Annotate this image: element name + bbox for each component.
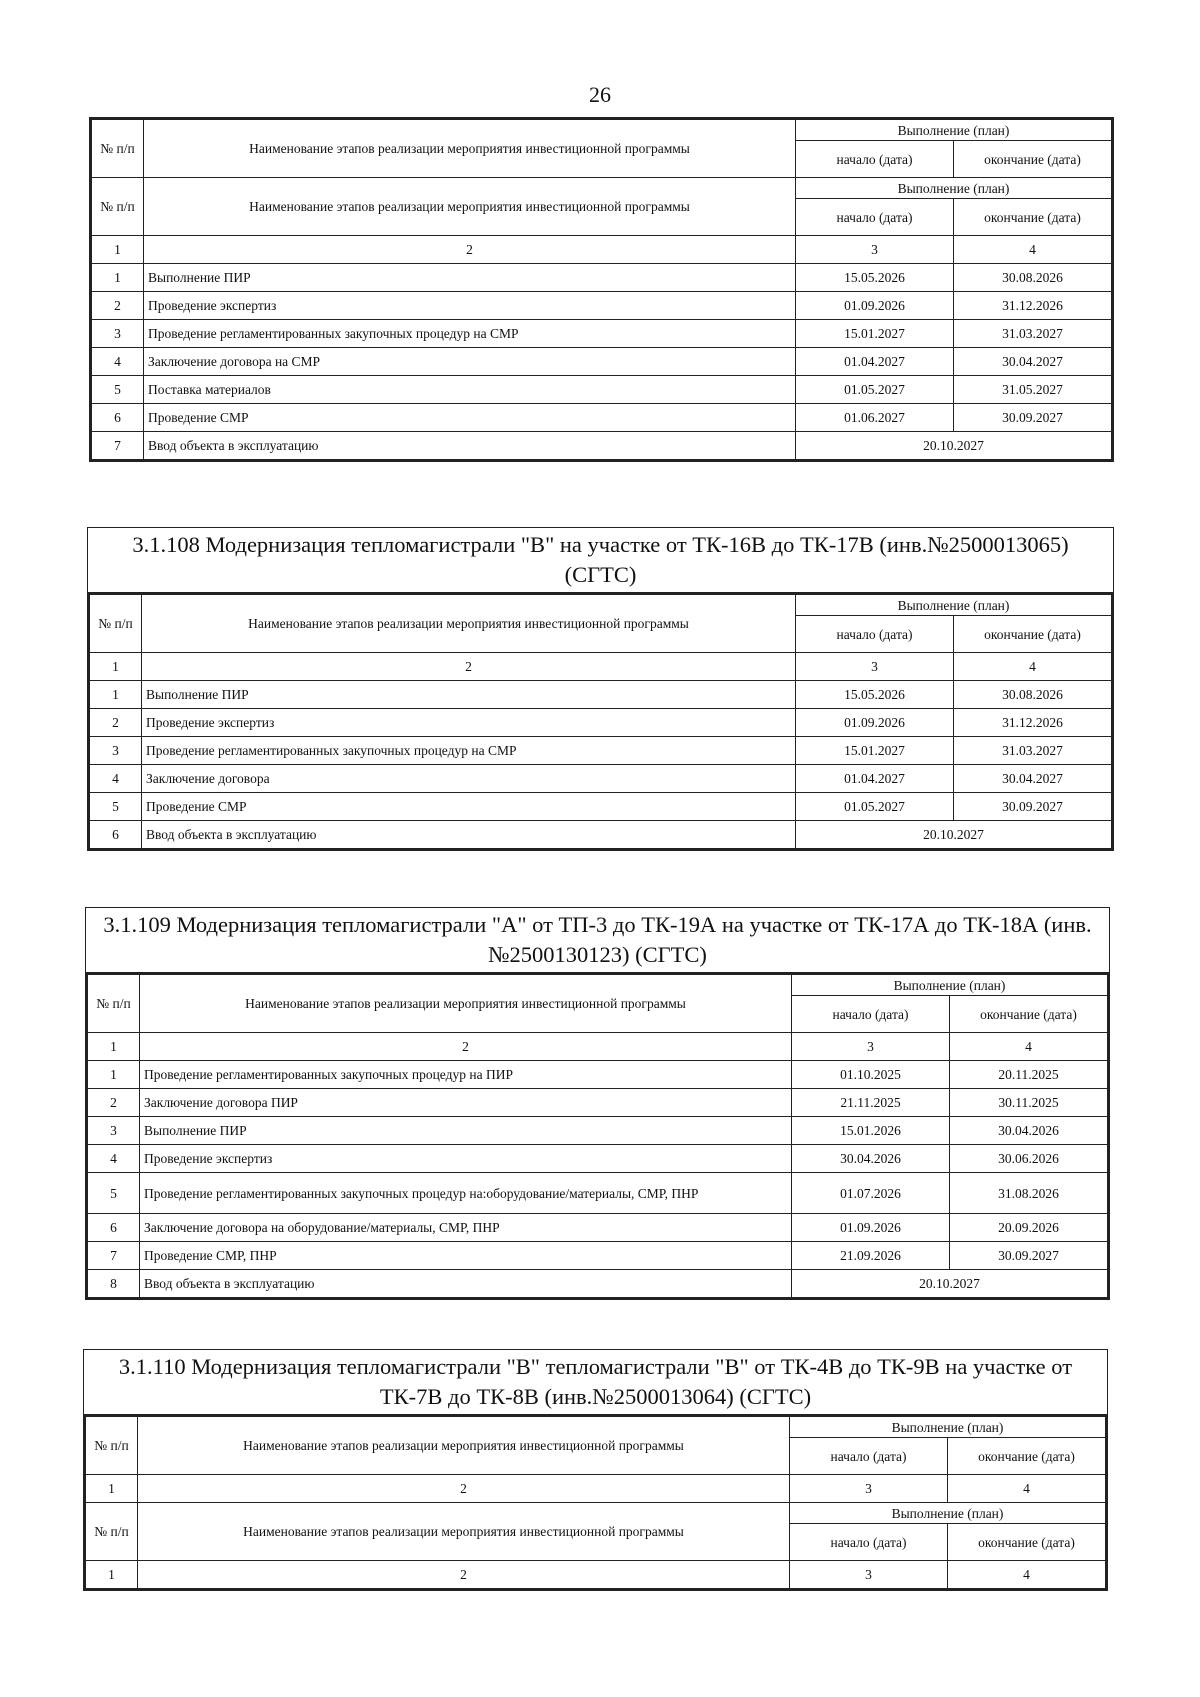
stage-name: Проведение СМР, ПНР	[140, 1242, 792, 1270]
start-date: 01.04.2027	[796, 765, 954, 793]
row-number: 3	[88, 1117, 140, 1145]
end-date: 31.05.2027	[954, 376, 1112, 404]
header-end: окончание (дата)	[954, 616, 1112, 653]
table-block-continuation	[89, 117, 1114, 462]
section-title: 3.1.109 Модернизация тепломагистрали "А" от ТП-3 до ТК-19А на участке от ТК-17А до ТК-18А (инв.№2500130123) (СГТС)	[85, 907, 1110, 972]
stage-name: Проведение СМР	[144, 404, 796, 432]
page-number: 26	[589, 82, 611, 107]
header-name: Наименование этапов реализации мероприятия инвестиционной программы	[140, 975, 792, 1033]
table-row	[88, 1173, 1108, 1214]
table-row	[90, 793, 1112, 821]
col-index: 2	[144, 236, 796, 264]
table-row	[88, 1117, 1108, 1145]
table-row	[92, 404, 1112, 432]
table-row	[90, 765, 1112, 793]
stage-name: Заключение договора	[142, 765, 796, 793]
row-number: 5	[90, 793, 142, 821]
col-index: 2	[138, 1561, 790, 1589]
stage-name: Выполнение ПИР	[140, 1117, 792, 1145]
table-row	[92, 432, 1112, 460]
col-index: 2	[142, 653, 796, 681]
row-number: 1	[90, 681, 142, 709]
table-row	[92, 376, 1112, 404]
col-index: 3	[790, 1475, 948, 1503]
end-date: 31.03.2027	[954, 320, 1112, 348]
stage-name: Проведение экспертиз	[144, 292, 796, 320]
header-row	[92, 120, 1112, 141]
header-name: Наименование этапов реализации мероприятия инвестиционной программы	[144, 120, 796, 178]
table-row	[90, 737, 1112, 765]
header-execution: Выполнение (план)	[796, 178, 1112, 199]
header-name: Наименование этапов реализации мероприятия инвестиционной программы	[144, 178, 796, 236]
section-title: 3.1.110 Модернизация тепломагистрали "В" тепломагистрали "В" от ТК-4В до ТК-9В на участке от ТК-7В до ТК-8В (инв.№2500013064) (СГТС)	[83, 1349, 1108, 1414]
end-date: 31.03.2027	[954, 737, 1112, 765]
header-start: начало (дата)	[796, 616, 954, 653]
row-number: 3	[92, 320, 144, 348]
stage-name: Проведение регламентированных закупочных процедур на:оборудование/материалы, СМР, ПНР	[140, 1173, 792, 1214]
row-number: 1	[88, 1061, 140, 1089]
stage-name: Заключение договора на СМР	[144, 348, 796, 376]
start-date: 01.10.2025	[792, 1061, 950, 1089]
row-number: 4	[90, 765, 142, 793]
row-number: 2	[88, 1089, 140, 1117]
row-number: 6	[92, 404, 144, 432]
header-end: окончание (дата)	[954, 199, 1112, 236]
end-date: 20.11.2025	[950, 1061, 1108, 1089]
column-number-row	[90, 653, 1112, 681]
stage-name: Проведение регламентированных закупочных процедур на СМР	[142, 737, 796, 765]
row-number: 7	[88, 1242, 140, 1270]
table-block-3-1-110	[83, 1349, 1108, 1591]
start-date: 01.07.2026	[792, 1173, 950, 1214]
header-num: № п/п	[90, 595, 142, 653]
end-date: 20.09.2026	[950, 1214, 1108, 1242]
table-row	[88, 1270, 1108, 1298]
table-block-3-1-109	[85, 907, 1110, 1300]
header-execution: Выполнение (план)	[796, 595, 1112, 616]
column-number-row	[92, 236, 1112, 264]
stage-name: Ввод объекта в эксплуатацию	[142, 821, 796, 849]
header-execution: Выполнение (план)	[790, 1503, 1106, 1524]
end-date: 31.12.2026	[954, 709, 1112, 737]
col-index: 3	[796, 236, 954, 264]
stage-name: Проведение экспертиз	[142, 709, 796, 737]
stage-name: Выполнение ПИР	[142, 681, 796, 709]
header-end: окончание (дата)	[954, 141, 1112, 178]
stage-name: Заключение договора ПИР	[140, 1089, 792, 1117]
stage-name: Выполнение ПИР	[144, 264, 796, 292]
header-start: начало (дата)	[792, 996, 950, 1033]
end-date: 30.06.2026	[950, 1145, 1108, 1173]
header-row	[86, 1503, 1106, 1524]
row-number: 6	[90, 821, 142, 849]
table-block-3-1-108	[87, 527, 1114, 851]
table-row	[92, 320, 1112, 348]
header-row	[90, 595, 1112, 616]
table-row	[92, 292, 1112, 320]
commissioning-date: 20.10.2027	[792, 1270, 1108, 1298]
start-date: 15.05.2026	[796, 681, 954, 709]
row-number: 7	[92, 432, 144, 460]
row-number: 2	[90, 709, 142, 737]
header-num: № п/п	[86, 1503, 138, 1561]
row-number: 4	[88, 1145, 140, 1173]
row-number: 5	[88, 1173, 140, 1214]
section-title: 3.1.108 Модернизация тепломагистрали "В" на участке от ТК-16В до ТК-17В (инв.№2500013065) (СГТС)	[87, 527, 1114, 592]
col-index: 2	[140, 1033, 792, 1061]
header-name: Наименование этапов реализации мероприятия инвестиционной программы	[142, 595, 796, 653]
row-number: 5	[92, 376, 144, 404]
start-date: 21.11.2025	[792, 1089, 950, 1117]
header-num: № п/п	[88, 975, 140, 1033]
col-index: 1	[90, 653, 142, 681]
header-num: № п/п	[92, 178, 144, 236]
row-number: 2	[92, 292, 144, 320]
commissioning-date: 20.10.2027	[796, 821, 1112, 849]
stage-name: Проведение регламентированных закупочных процедур на СМР	[144, 320, 796, 348]
end-date: 31.12.2026	[954, 292, 1112, 320]
header-execution: Выполнение (план)	[790, 1417, 1106, 1438]
table-row	[88, 1214, 1108, 1242]
header-row	[92, 178, 1112, 199]
col-index: 3	[790, 1561, 948, 1589]
table-row	[92, 348, 1112, 376]
header-num: № п/п	[86, 1417, 138, 1475]
start-date: 21.09.2026	[792, 1242, 950, 1270]
end-date: 30.09.2027	[950, 1242, 1108, 1270]
col-index: 4	[954, 236, 1112, 264]
header-start: начало (дата)	[796, 199, 954, 236]
column-number-row	[86, 1561, 1106, 1589]
commissioning-date: 20.10.2027	[796, 432, 1112, 460]
column-number-row	[88, 1033, 1108, 1061]
table-row	[88, 1089, 1108, 1117]
end-date: 30.04.2026	[950, 1117, 1108, 1145]
stage-name: Ввод объекта в эксплуатацию	[144, 432, 796, 460]
header-num: № п/п	[92, 120, 144, 178]
stage-name: Поставка материалов	[144, 376, 796, 404]
stage-name: Ввод объекта в эксплуатацию	[140, 1270, 792, 1298]
header-row	[88, 975, 1108, 996]
header-start: начало (дата)	[796, 141, 954, 178]
end-date: 30.11.2025	[950, 1089, 1108, 1117]
table-row	[88, 1242, 1108, 1270]
end-date: 30.08.2026	[954, 264, 1112, 292]
col-index: 4	[950, 1033, 1108, 1061]
end-date: 31.08.2026	[950, 1173, 1108, 1214]
row-number: 8	[88, 1270, 140, 1298]
table-row	[88, 1061, 1108, 1089]
start-date: 01.09.2026	[796, 292, 954, 320]
start-date: 01.06.2027	[796, 404, 954, 432]
col-index: 1	[92, 236, 144, 264]
row-number: 3	[90, 737, 142, 765]
col-index: 4	[948, 1561, 1106, 1589]
header-name: Наименование этапов реализации мероприятия инвестиционной программы	[138, 1503, 790, 1561]
header-end: окончание (дата)	[950, 996, 1108, 1033]
start-date: 30.04.2026	[792, 1145, 950, 1173]
header-start: начало (дата)	[790, 1438, 948, 1475]
stage-name: Заключение договора на оборудование/материалы, СМР, ПНР	[140, 1214, 792, 1242]
start-date: 01.09.2026	[796, 709, 954, 737]
start-date: 01.05.2027	[796, 793, 954, 821]
table-row	[90, 821, 1112, 849]
table-row	[90, 709, 1112, 737]
header-end: окончание (дата)	[948, 1524, 1106, 1561]
header-name: Наименование этапов реализации мероприятия инвестиционной программы	[138, 1417, 790, 1475]
table-row	[92, 264, 1112, 292]
row-number: 6	[88, 1214, 140, 1242]
col-index: 4	[948, 1475, 1106, 1503]
header-execution: Выполнение (план)	[792, 975, 1108, 996]
column-number-row	[86, 1475, 1106, 1503]
end-date: 30.04.2027	[954, 348, 1112, 376]
col-index: 1	[88, 1033, 140, 1061]
header-start: начало (дата)	[790, 1524, 948, 1561]
start-date: 15.05.2026	[796, 264, 954, 292]
header-execution: Выполнение (план)	[796, 120, 1112, 141]
start-date: 01.04.2027	[796, 348, 954, 376]
col-index: 4	[954, 653, 1112, 681]
table-row	[90, 681, 1112, 709]
start-date: 15.01.2026	[792, 1117, 950, 1145]
col-index: 2	[138, 1475, 790, 1503]
stage-name: Проведение регламентированных закупочных процедур на ПИР	[140, 1061, 792, 1089]
stage-name: Проведение экспертиз	[140, 1145, 792, 1173]
end-date: 30.09.2027	[954, 793, 1112, 821]
end-date: 30.09.2027	[954, 404, 1112, 432]
col-index: 3	[792, 1033, 950, 1061]
start-date: 15.01.2027	[796, 320, 954, 348]
row-number: 4	[92, 348, 144, 376]
col-index: 1	[86, 1475, 138, 1503]
col-index: 1	[86, 1561, 138, 1589]
start-date: 01.05.2027	[796, 376, 954, 404]
end-date: 30.08.2026	[954, 681, 1112, 709]
row-number: 1	[92, 264, 144, 292]
stage-name: Проведение СМР	[142, 793, 796, 821]
start-date: 01.09.2026	[792, 1214, 950, 1242]
end-date: 30.04.2027	[954, 765, 1112, 793]
col-index: 3	[796, 653, 954, 681]
header-row	[86, 1417, 1106, 1438]
start-date: 15.01.2027	[796, 737, 954, 765]
table-row	[88, 1145, 1108, 1173]
header-end: окончание (дата)	[948, 1438, 1106, 1475]
